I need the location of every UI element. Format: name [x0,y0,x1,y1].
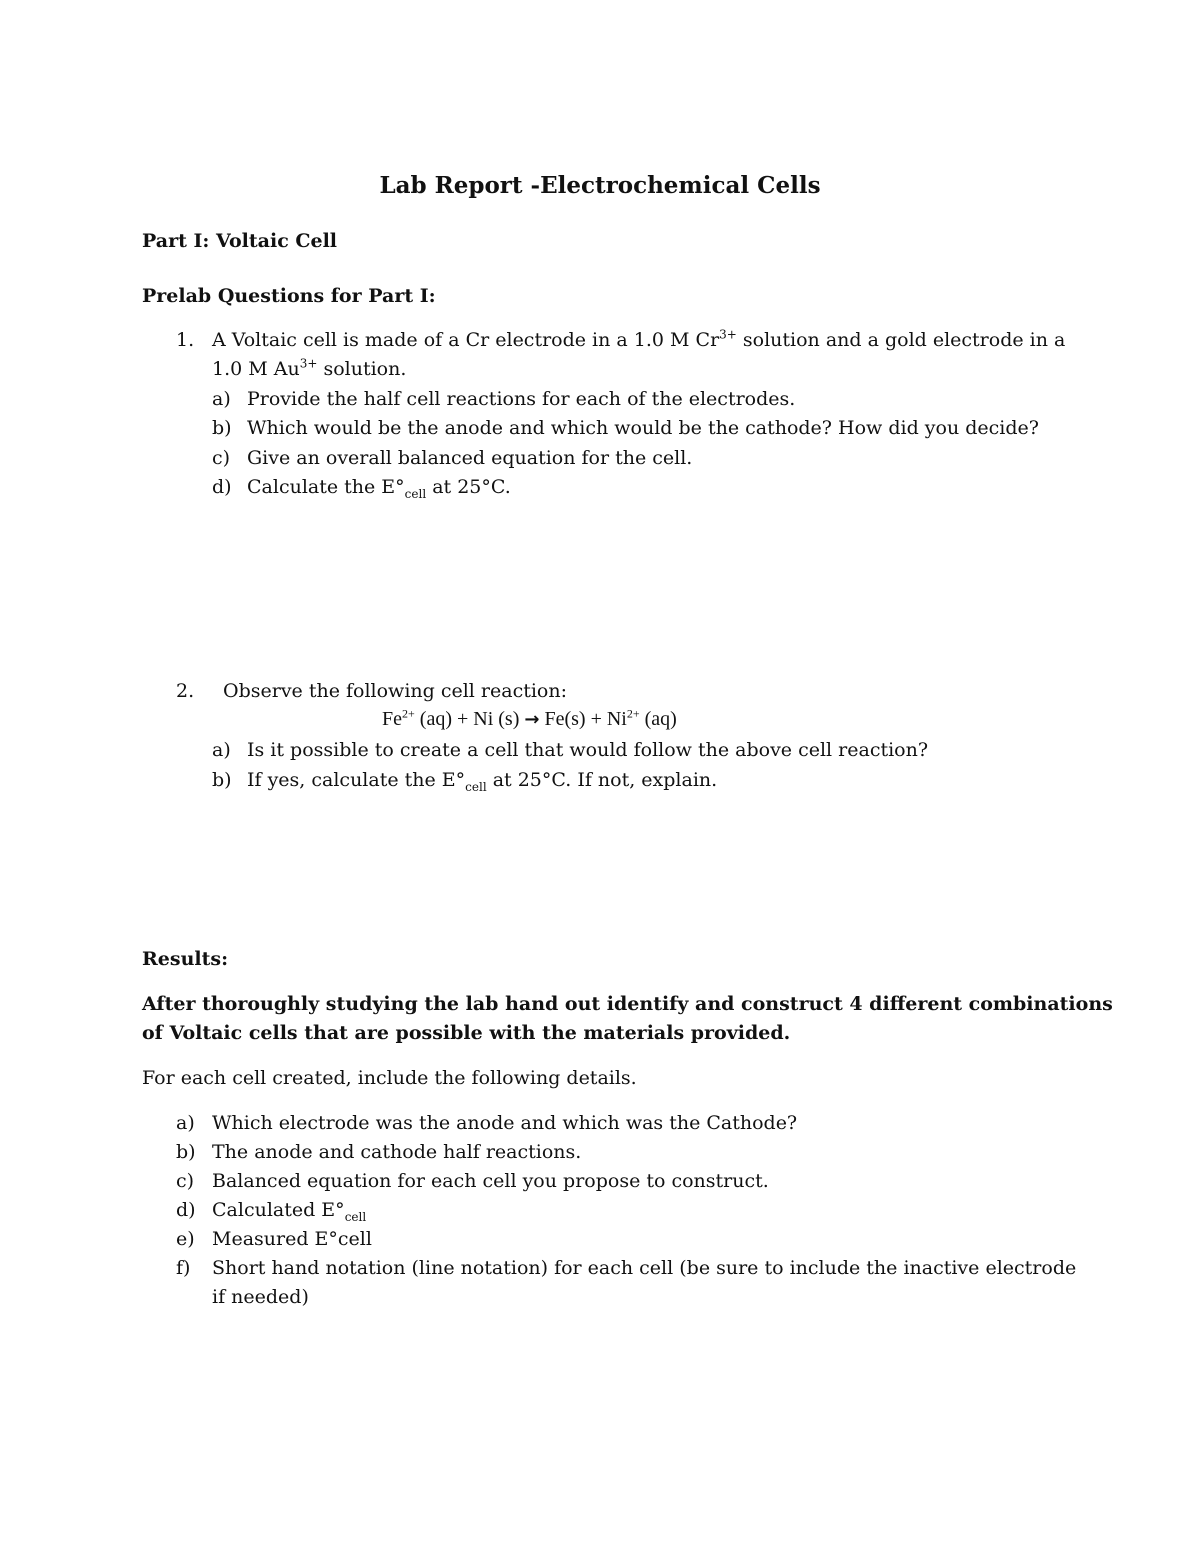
q2-number: 2. [176,680,195,702]
q1-line1-text-b: solution and a gold electrode in a [736,329,1066,351]
q2-item-a-text: Is it possible to create a cell that would follow the above cell reaction? [247,739,929,761]
q1-item-c-text: Give an overall balanced equation for the cell. [247,447,693,469]
results-item-d-sub: cell [344,1209,367,1224]
q1-number: 1. [176,329,195,351]
q2-item-a-label: a) [212,739,231,761]
results-item-a-label: a) [176,1112,195,1134]
q1-item-b-label: b) [212,417,232,439]
results-heading: Results: [142,948,229,970]
reaction-arrow-icon: → [524,709,540,730]
results-intro: For each cell created, include the following details. [142,1067,637,1089]
q1-line1-text-a: A Voltaic cell is made of a Cr electrode in a 1.0 M Cr [212,329,720,351]
q2-intro: Observe the following cell reaction: [223,680,567,702]
results-instruction-line1: After thoroughly studying the lab hand out identify and construct 4 different combinations [142,993,1113,1015]
q1-line2-charge: 3+ [299,356,318,371]
q1-line1 [212,329,1065,351]
q1-item-a-text: Provide the half cell reactions for each of the electrodes. [247,388,796,410]
results-item-f-label: f) [176,1257,191,1279]
results-item-c-label: c) [176,1170,195,1192]
q1-line1-charge: 3+ [719,327,737,342]
results-item-f-text-cont: if needed) [212,1286,309,1308]
q2-item-b-text-b: at 25°C. If not, explain. [486,769,718,791]
q1-line2-text-a: 1.0 M Au [212,358,300,380]
q2-item-b-text [247,769,718,794]
eq-products: Fe(s) + Ni [539,708,627,730]
q1-item-d-label: d) [212,476,232,498]
q1-line2-text-b: solution. [317,358,407,380]
results-item-b-text: The anode and cathode half reactions. [212,1141,582,1163]
results-item-a-text: Which electrode was the anode and which was the Cathode? [212,1112,798,1134]
results-item-d-text-a: Calculated E° [212,1199,345,1221]
results-item-c-text: Balanced equation for each cell you propose to construct. [212,1170,769,1192]
eq-reactants: (aq) + Ni (s) [414,708,525,730]
results-item-f-text: Short hand notation (line notation) for each cell (be sure to include the inactive electrode [212,1257,1077,1279]
q1-item-c-label: c) [212,447,231,469]
prelab-heading: Prelab Questions for Part I: [142,285,436,307]
results-item-d-label: d) [176,1199,196,1221]
results-item-d-text [212,1199,367,1224]
q1-item-b-text: Which would be the anode and which would be the cathode? How did you decide? [247,417,1039,439]
q1-item-d-text-a: Calculate the E° [247,476,405,498]
q1-item-d-text-b: at 25°C. [426,476,511,498]
q1-line2 [212,358,406,380]
q1-item-d-sub: cell [404,486,427,501]
q2-cell-reaction [382,708,677,731]
results-instruction-line2: of Voltaic cells that are possible with the materials provided. [142,1022,791,1044]
results-item-e-text: Measured E°cell [212,1228,372,1250]
eq-ni-state: (aq) [639,708,677,730]
eq-fe-charge: 2+ [402,706,415,721]
q2-item-b-label: b) [212,769,232,791]
results-item-b-label: b) [176,1141,196,1163]
document-title: Lab Report -Electrochemical Cells [379,172,821,199]
q2-item-b-text-a: If yes, calculate the E° [247,769,466,791]
eq-fe-ion: Fe [382,708,402,730]
q1-item-d-text [247,476,511,501]
results-item-e-label: e) [176,1228,195,1250]
eq-ni-charge: 2+ [626,706,640,721]
q1-item-a-label: a) [212,388,231,410]
q2-item-b-sub: cell [465,779,487,794]
part1-heading: Part I: Voltaic Cell [142,230,338,252]
